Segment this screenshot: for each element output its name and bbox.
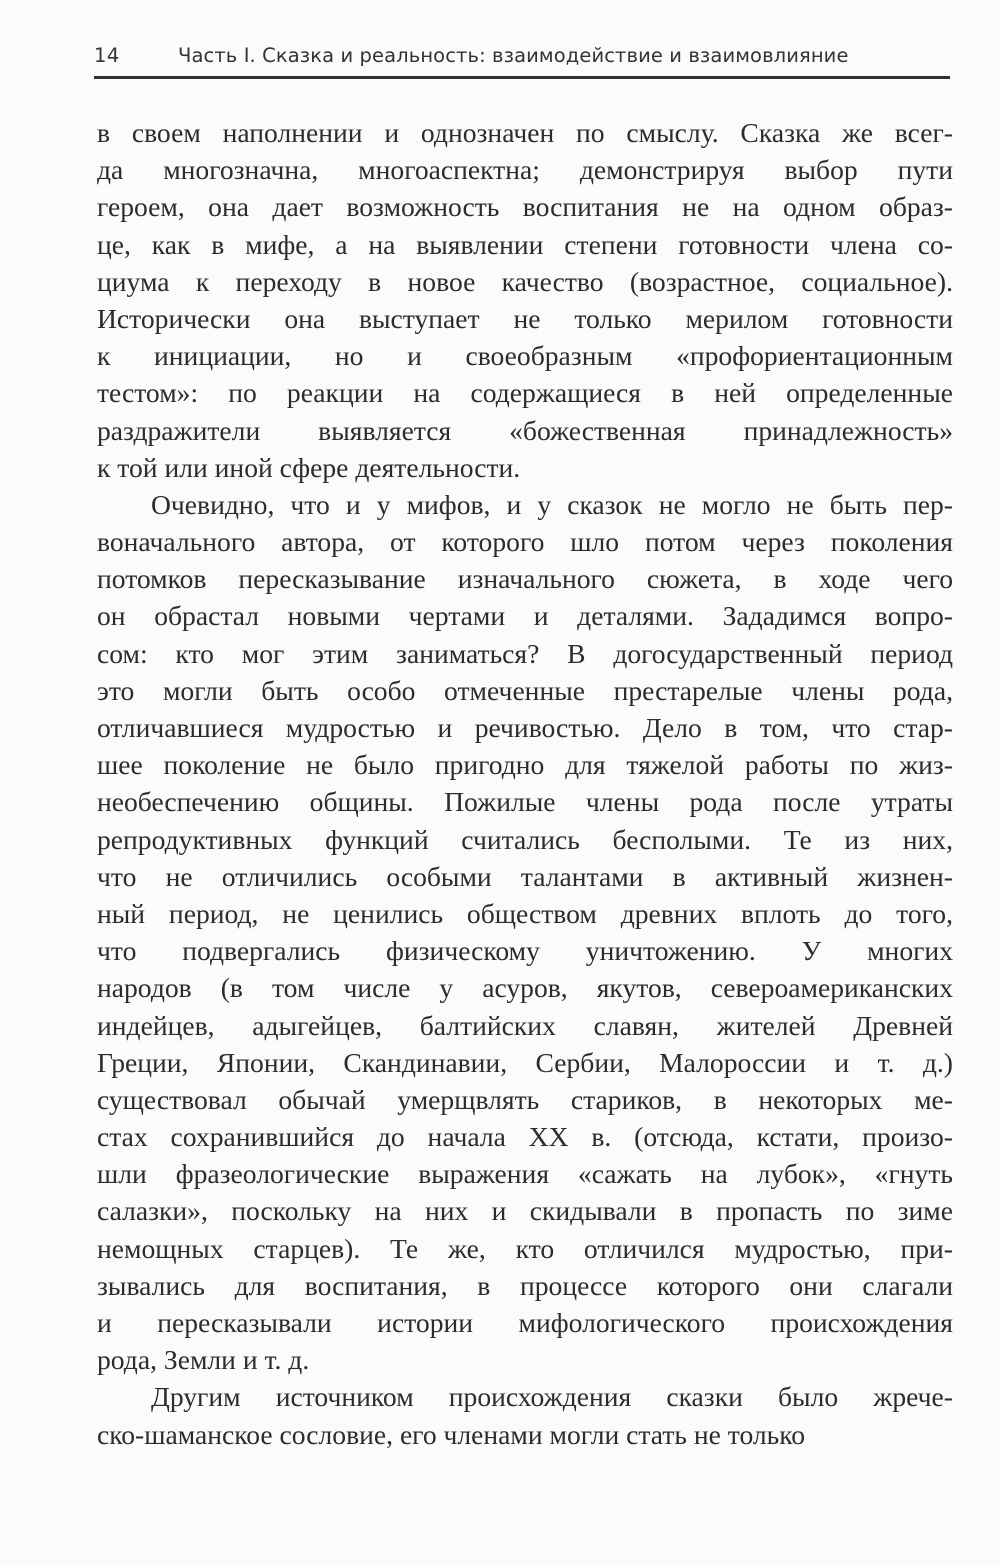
text-line: необеспечению общины. Пожилые члены рода после утраты: [97, 786, 953, 818]
page-number: 14: [94, 44, 120, 67]
text-line: это могли быть особо отмеченные престарелые члены рода,: [97, 674, 953, 706]
text-line: что не отличились особыми талантами в активный жизнен-: [97, 860, 953, 892]
text-line: стах сохранившийся до начала XX в. (отсюда, кстати, произо-: [97, 1121, 953, 1153]
text-line: героем, она дает возможность воспитания не на одном образ-: [97, 191, 953, 223]
text-line: Греции, Японии, Скандинавии, Сербии, Малороссии и т. д.): [97, 1046, 953, 1078]
paragraph: [97, 114, 953, 486]
text-line: ный период, не ценились обществом древних вплоть до того,: [97, 897, 953, 929]
text-line: шли фразеологические выражения «сажать на лубок», «гнуть: [97, 1158, 953, 1190]
paragraph: [97, 486, 953, 1379]
text-line: народов (в том числе у асуров, якутов, североамериканских: [97, 972, 953, 1004]
text-line: салазки», поскольку на них и скидывали в пропасть по зиме: [97, 1195, 953, 1227]
text-line: потомков пересказывание изначального сюжета, в ходе чего: [97, 563, 953, 595]
text-line: тестом»: по реакции на содержащиеся в ней определенные: [97, 377, 953, 409]
text-line: Исторически она выступает не только мерилом готовности: [97, 302, 953, 334]
text-line: сом: кто мог этим заниматься? В догосударственный период: [97, 637, 953, 669]
text-line: да многозначна, многоаспектна; демонстрируя выбор пути: [97, 154, 953, 186]
text-line: це, как в мифе, а на выявлении степени готовности члена со-: [97, 228, 953, 260]
text-line: к инициации, но и своеобразным «профориентационным: [97, 340, 953, 372]
text-line: существовал обычай умерщвлять стариков, в некоторых ме-: [97, 1083, 953, 1115]
text-line: воначального автора, от которого шло потом через поколения: [97, 526, 953, 558]
text-line: и пересказывали истории мифологического происхождения: [97, 1307, 953, 1338]
text-line: что подвергались физическому уничтожению. У многих: [97, 935, 953, 967]
text-line: индейцев, адыгейцев, балтийских славян, жителей Древней: [97, 1009, 953, 1041]
text-line: рода, Земли и т. д.: [97, 1344, 310, 1376]
text-line: немощных старцев). Те же, кто отличился мудростью, при-: [97, 1232, 953, 1264]
text-line: репродуктивных функций считались бесполыми. Те из них,: [97, 823, 953, 855]
header-rule: [94, 76, 950, 79]
text-line: циума к переходу в новое качество (возрастное, социальное).: [97, 265, 953, 297]
text-line: ско-шаманское сословие, его членами могли стать не только: [97, 1418, 806, 1450]
text-line: зывались для воспитания, в процессе которого они слагали: [97, 1269, 953, 1301]
paragraph: [97, 1378, 953, 1452]
running-head-title: Часть I. Сказка и реальность: взаимодействие и взаимовлияние: [178, 44, 849, 67]
text-line: в своем наполнении и однозначен по смыслу. Сказка же всег-: [97, 117, 953, 148]
body-text: [97, 114, 953, 1453]
text-line: он обрастал новыми чертами и деталями. Зададимся вопро-: [97, 600, 953, 632]
text-line: Другим источником происхождения сказки было жрече-: [151, 1381, 953, 1413]
text-line: к той или иной сфере деятельности.: [97, 451, 521, 483]
text-line: Очевидно, что и у мифов, и у сказок не могло не быть пер-: [151, 488, 953, 520]
running-head: [94, 44, 952, 76]
text-line: шее поколение не было пригодно для тяжелой работы по жиз-: [97, 749, 953, 781]
text-line: отличавшиеся мудростью и речивостью. Дело в том, что стар-: [97, 712, 953, 743]
text-line: раздражители выявляется «божественная принадлежность»: [97, 414, 953, 446]
